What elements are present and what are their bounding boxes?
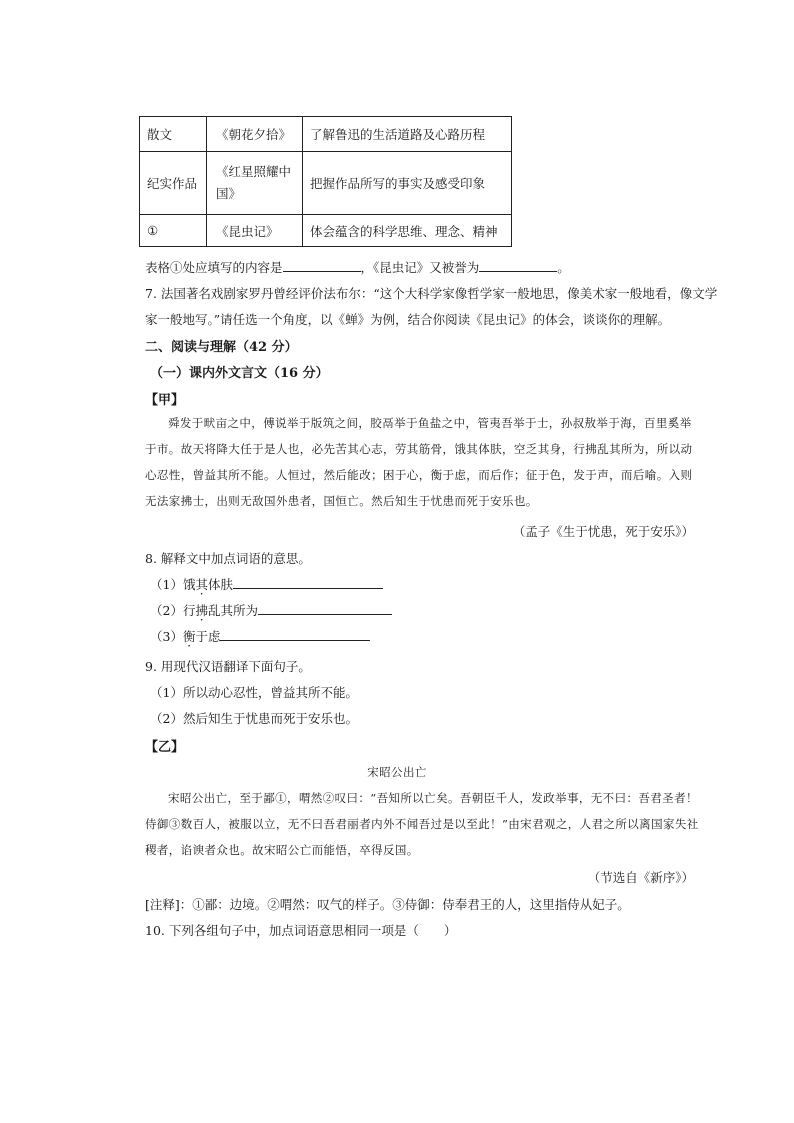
table-cell-genre: ① bbox=[140, 215, 207, 247]
question-9-item-1: （1）所以动心忍性，曾益其所不能。 bbox=[150, 685, 358, 700]
question-8-item-1 bbox=[150, 575, 383, 593]
answer-blank-2[interactable] bbox=[479, 259, 557, 272]
question-9-title: 9. 用现代汉语翻译下面句子。 bbox=[145, 659, 311, 674]
subsection-heading: （一）课内外文言文（16 分） bbox=[150, 366, 329, 381]
item-text: 乱其所为 bbox=[207, 603, 258, 618]
table-question bbox=[145, 258, 570, 276]
item-text: 于虑 bbox=[195, 629, 221, 644]
answer-blank[interactable] bbox=[220, 628, 370, 641]
item-number: （1） bbox=[150, 577, 183, 592]
item-number: （3） bbox=[150, 629, 183, 644]
question-9-item-2: （2）然后知生于忧患而死于安乐也。 bbox=[150, 711, 358, 726]
passage-yi-line-1: 宋昭公出亡，至于鄙①，喟然②叹曰：“吾知所以亡矣。吾朝臣千人，发政举事，无不曰：吾君圣者！ bbox=[168, 791, 698, 805]
passage-jia-source: （孟子《生于忧患，死于安乐》） bbox=[512, 524, 694, 539]
table-question-text-2: ，《昆虫记》又被誉为 bbox=[360, 260, 480, 275]
question-8-item-2 bbox=[150, 601, 392, 619]
answer-blank-1[interactable] bbox=[283, 259, 361, 272]
question-8-item-3 bbox=[150, 627, 370, 645]
dotted-word: 衡 bbox=[182, 629, 196, 644]
title-line-1: 《红星照耀中 bbox=[216, 164, 292, 179]
passage-jia-label: 【甲】 bbox=[145, 393, 185, 408]
question-7-line-1: 7. 法国著名戏剧家罗丹曾经评价法布尔：“这个大科学家像哲学家一般地思，像美术家一般地看，像文学 bbox=[145, 286, 718, 301]
table-cell-title bbox=[207, 152, 303, 215]
annotation-notes: [注释]：①鄙：边境。②喟然：叹气的样子。③侍御：侍奉君王的人，这里指侍从妃子。 bbox=[145, 897, 630, 912]
dotted-word: 其 bbox=[195, 577, 208, 592]
passage-jia-line-2: 于市。故天将降大任于是人也，必先苦其心志，劳其筋骨，饿其体肤，空乏其身，行拂乱其所为，所以动 bbox=[145, 442, 693, 456]
title-line-2: 国》 bbox=[216, 186, 242, 201]
passage-yi-line-2: 侍御③数百人，被服以立，无不曰吾君丽者内外不闻吾过是以至此！”由宋君观之，人君之所以离国家失社 bbox=[145, 817, 699, 831]
answer-blank[interactable] bbox=[258, 602, 392, 615]
table-cell-title: 《朝花夕拾》 bbox=[207, 117, 303, 152]
table-row bbox=[140, 117, 512, 152]
item-text: 饿 bbox=[182, 577, 196, 592]
table-cell-purpose: 了解鲁迅的生活道路及心路历程 bbox=[303, 117, 512, 152]
table-cell-title: 《昆虫记》 bbox=[207, 215, 303, 247]
table-row bbox=[140, 215, 512, 247]
table-question-text-1: 表格①处应填写的内容是 bbox=[145, 260, 283, 275]
table-question-text-3: 。 bbox=[557, 260, 570, 275]
item-text: 体肤 bbox=[207, 577, 233, 592]
item-text: （2）行 bbox=[150, 603, 196, 618]
table-row bbox=[140, 152, 512, 215]
passage-jia-line-3: 心忍性，曾益其所不能。人恒过，然后能改；困于心，衡于虑，而后作；征于色，发于声，而后喻。入则 bbox=[145, 468, 693, 482]
question-7-line-2: 家一般地写。”请任选一个角度，以《蝉》为例，结合你阅读《昆虫记》的体会，谈谈你的理解。 bbox=[145, 312, 671, 327]
passage-jia-line-4: 无法家拂士，出则无敌国外患者，国恒亡。然后知生于忧患而死于安乐也。 bbox=[145, 494, 538, 508]
answer-blank[interactable] bbox=[233, 576, 383, 589]
passage-yi-title: 宋昭公出亡 bbox=[367, 765, 427, 779]
table-cell-purpose: 体会蕴含的科学思维、理念、精神 bbox=[303, 215, 512, 247]
section-heading: 二、阅读与理解（42 分） bbox=[145, 340, 298, 355]
dotted-word: 拂 bbox=[195, 603, 208, 618]
passage-yi-source: （节选自《新序》） bbox=[587, 870, 694, 885]
table-cell-genre: 纪实作品 bbox=[140, 152, 207, 215]
question-8-title: 8. 解释文中加点词语的意思。 bbox=[145, 551, 311, 566]
table-cell-genre: 散文 bbox=[140, 117, 207, 152]
table-cell-purpose: 把握作品所写的事实及感受印象 bbox=[303, 152, 512, 215]
reading-plan-table bbox=[139, 116, 512, 247]
passage-yi-line-3: 稷者，谄谀者众也。故宋昭公亡而能悟，卒得反国。 bbox=[145, 843, 419, 857]
question-10: 10. 下列各组句子中，加点词语意思相同一项是（ ） bbox=[145, 923, 457, 938]
passage-jia-line-1: 舜发于畎亩之中，傅说举于版筑之间，胶鬲举于鱼盐之中，管夷吾举于士，孙叔敖举于海，百里奚举 bbox=[168, 416, 692, 430]
passage-yi-label: 【乙】 bbox=[145, 740, 185, 755]
